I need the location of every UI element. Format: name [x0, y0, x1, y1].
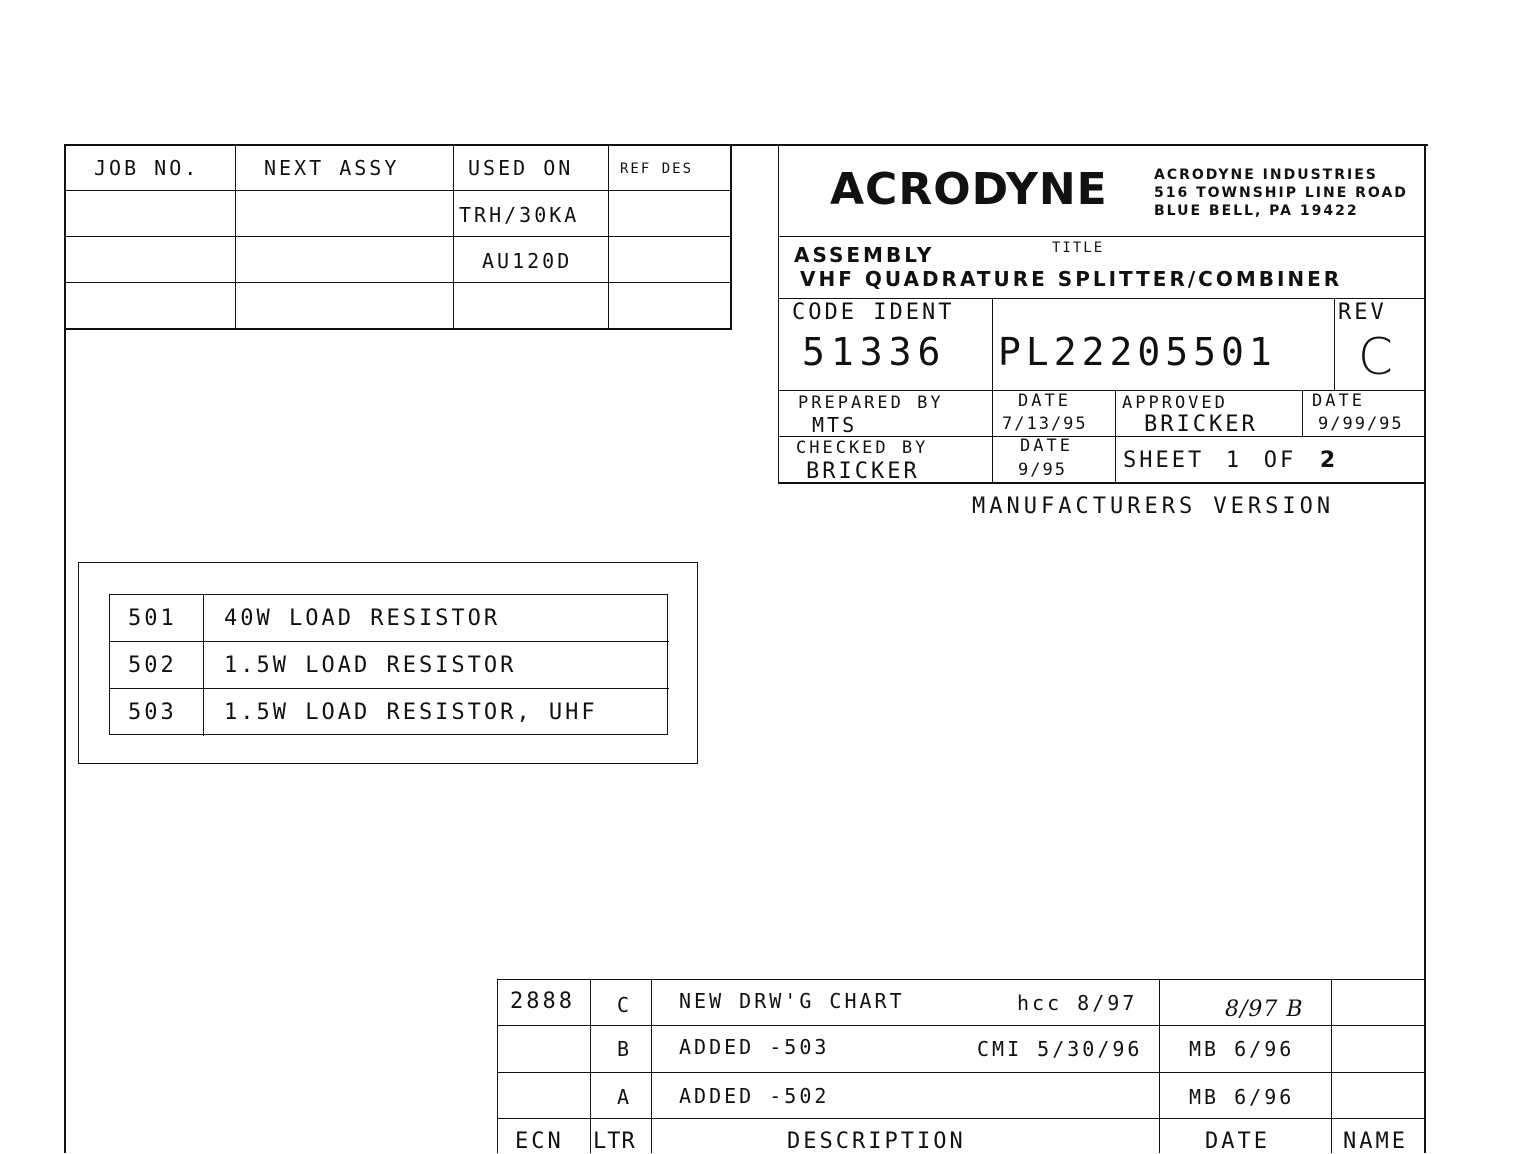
rev-letter: C — [617, 993, 633, 1017]
checked-by-label: CHECKED BY — [796, 438, 929, 458]
company-logo: ACRODYNE — [830, 164, 1108, 215]
version-note: MANUFACTURERS VERSION — [972, 494, 1335, 519]
sheet-num: 1 — [1225, 448, 1243, 473]
rev-description: ADDED -502 — [679, 1084, 830, 1108]
header-next-assy: NEXT ASSY — [264, 156, 400, 180]
drawing-title: VHF QUADRATURE SPLITTER/COMBINER — [800, 267, 1343, 291]
parts-description: 1.5W LOAD RESISTOR — [224, 653, 517, 678]
rev-header-name: NAME — [1343, 1129, 1408, 1154]
revision-block — [497, 979, 1426, 1153]
rev-date: MB 6/96 — [1189, 1037, 1295, 1061]
rev-label: REV — [1338, 300, 1387, 325]
rev-description: NEW DRW'G CHART — [679, 989, 905, 1013]
rev-date: MB 6/96 — [1189, 1085, 1295, 1109]
rev-header-description: DESCRIPTION — [787, 1129, 966, 1154]
approved-label: APPROVED — [1122, 393, 1228, 413]
parts-dash-number: 501 — [128, 606, 177, 631]
used-on-table — [64, 144, 732, 330]
used-on-cell: AU120D — [482, 249, 573, 273]
code-ident-value: 51336 — [802, 330, 947, 374]
prepared-by-value: MTS — [812, 413, 858, 437]
prepared-date-value: 7/13/95 — [1002, 414, 1088, 434]
rev-letter: A — [617, 1085, 633, 1109]
checked-date-value: 9/95 — [1018, 460, 1067, 480]
checked-by-value: BRICKER — [806, 459, 920, 484]
approved-by-value: BRICKER — [1144, 412, 1258, 437]
header-ref-des: REF DES — [620, 161, 694, 177]
title-label: TITLE — [1052, 240, 1105, 256]
sheet-of: OF — [1263, 448, 1297, 473]
company-city: BLUE BELL, PA 19422 — [1154, 203, 1359, 219]
title-block — [778, 144, 1426, 484]
assembly-label: ASSEMBLY — [794, 243, 935, 267]
part-number: PL22205501 — [998, 330, 1277, 374]
sheet-number — [1123, 448, 1338, 473]
prepared-date-label: DATE — [1018, 391, 1071, 411]
rev-note: hcc 8/97 — [1017, 991, 1138, 1015]
parts-dash-number: 502 — [128, 653, 177, 678]
rev-letter: B — [617, 1037, 633, 1061]
parts-description: 1.5W LOAD RESISTOR, UHF — [224, 700, 598, 725]
rev-note: CMI 5/30/96 — [977, 1037, 1143, 1061]
rev-date: 8/97 B — [1225, 997, 1304, 1022]
company-address — [1154, 166, 1408, 220]
code-ident-label: CODE IDENT — [792, 300, 955, 325]
rev-header-ecn: ECN — [515, 1129, 564, 1154]
company-name: ACRODYNE INDUSTRIES — [1154, 167, 1378, 183]
used-on-cell: TRH/30KA — [459, 203, 580, 227]
rev-ecn: 2888 — [510, 989, 575, 1014]
header-job-no: JOB NO. — [94, 156, 200, 180]
rev-value: C — [1358, 328, 1396, 386]
approved-date-label: DATE — [1312, 391, 1365, 411]
parts-dash-number: 503 — [128, 700, 177, 725]
parts-list-table — [109, 594, 668, 735]
prepared-by-label: PREPARED BY — [798, 393, 944, 413]
approved-date-value: 9/99/95 — [1318, 414, 1404, 434]
parts-description: 40W LOAD RESISTOR — [224, 606, 501, 631]
rev-header-ltr: LTR — [593, 1129, 636, 1154]
sheet-label: SHEET — [1123, 448, 1205, 473]
sheet-total: 2 — [1319, 448, 1339, 473]
checked-date-label: DATE — [1020, 436, 1073, 456]
rev-description: ADDED -503 — [679, 1035, 830, 1059]
rev-header-date: DATE — [1205, 1129, 1270, 1154]
header-used-on: USED ON — [468, 156, 574, 180]
company-street: 516 TOWNSHIP LINE ROAD — [1154, 185, 1408, 201]
